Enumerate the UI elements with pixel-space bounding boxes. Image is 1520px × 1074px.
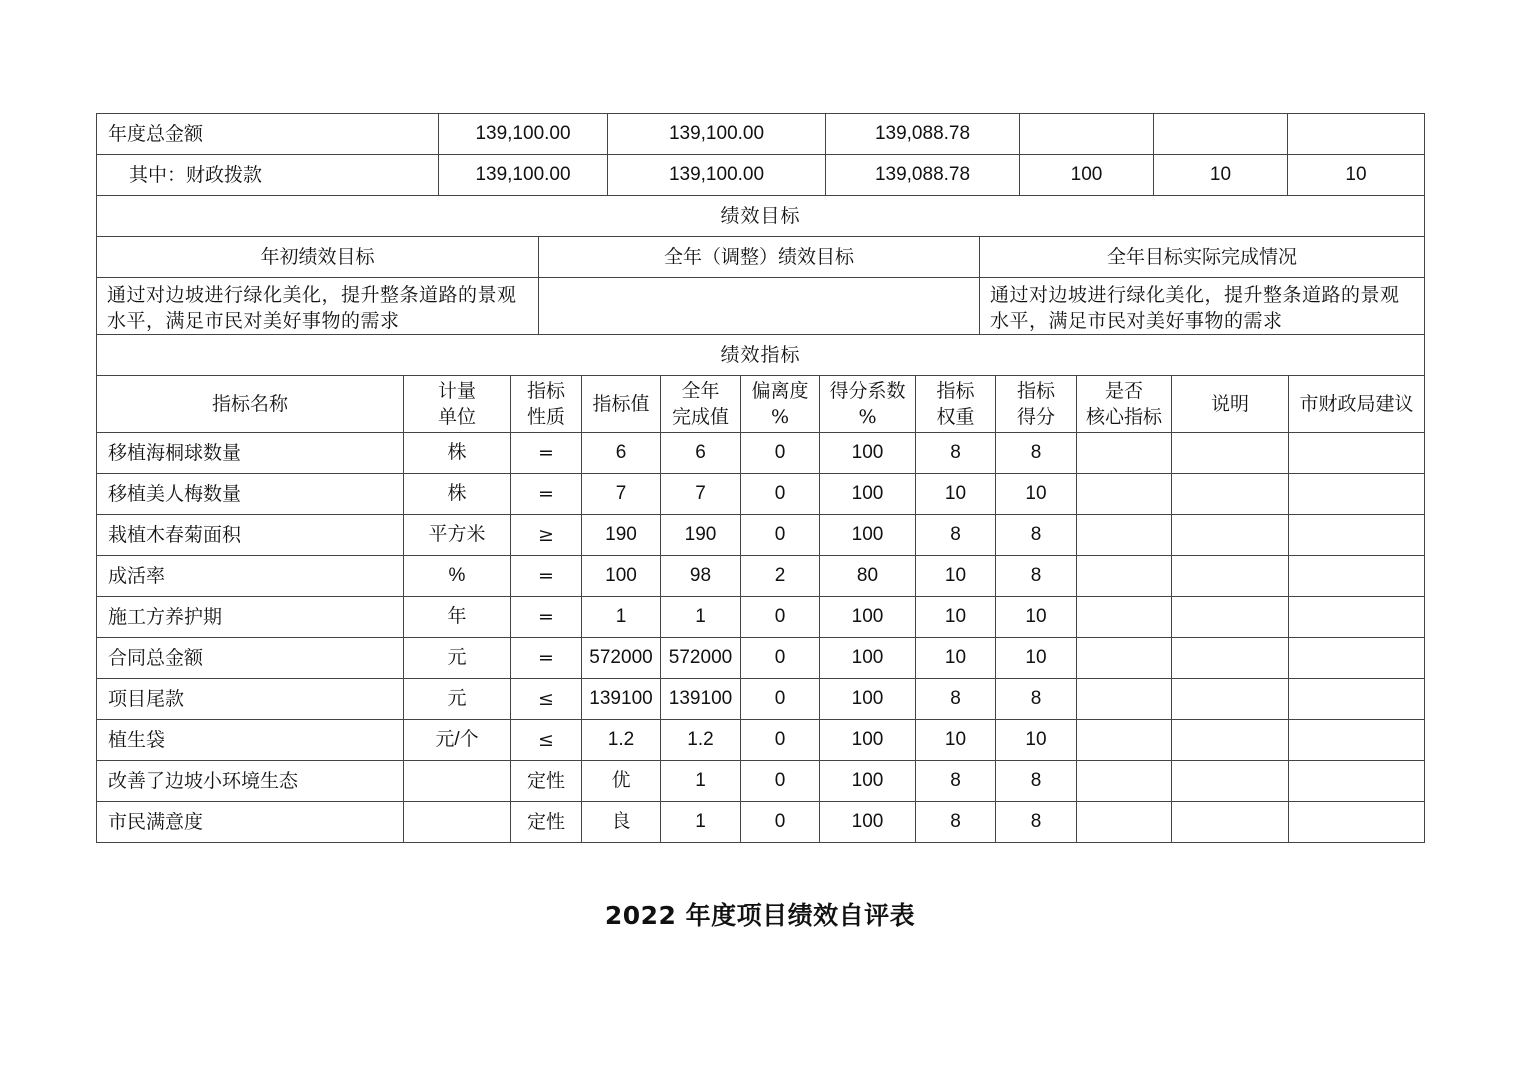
header-completed: 全年 完成值 <box>661 376 741 433</box>
indicator-nature: 定性 <box>511 761 582 802</box>
header-value: 指标值 <box>582 376 661 433</box>
indicator-score: 8 <box>996 556 1077 597</box>
header-nature: 指标 性质 <box>511 376 582 433</box>
indicator-note <box>1172 720 1289 761</box>
indicator-name: 成活率 <box>97 556 404 597</box>
indicator-weight: 10 <box>916 597 996 638</box>
indicator-value: 139100 <box>582 679 661 720</box>
indicator-coef: 100 <box>820 638 916 679</box>
indicator-nature: 定性 <box>511 802 582 843</box>
indicator-deviation: 0 <box>741 679 820 720</box>
indicator-score: 8 <box>996 515 1077 556</box>
indicator-core <box>1077 802 1172 843</box>
budget-score <box>1288 114 1425 155</box>
indicator-weight: 10 <box>916 556 996 597</box>
indicator-nature: ≤ <box>511 679 582 720</box>
indicator-core <box>1077 474 1172 515</box>
indicator-value: 6 <box>582 433 661 474</box>
goals-col-actual: 全年目标实际完成情况 <box>980 237 1425 278</box>
indicator-unit: % <box>404 556 511 597</box>
indicator-advice <box>1289 556 1425 597</box>
indicator-nature: = <box>511 474 582 515</box>
indicator-weight: 10 <box>916 638 996 679</box>
budget-initial: 139,100.00 <box>439 114 608 155</box>
indicator-completed: 572000 <box>661 638 741 679</box>
budget-adjusted: 139,100.00 <box>608 114 826 155</box>
indicator-completed: 98 <box>661 556 741 597</box>
goals-adjusted-text <box>539 278 980 335</box>
indicator-deviation: 0 <box>741 761 820 802</box>
indicator-coef: 100 <box>820 761 916 802</box>
table-row <box>97 802 1425 843</box>
indicator-core <box>1077 720 1172 761</box>
indicator-unit: 株 <box>404 474 511 515</box>
indicator-deviation: 0 <box>741 720 820 761</box>
indicator-coef: 100 <box>820 597 916 638</box>
table-row <box>97 679 1425 720</box>
header-note: 说明 <box>1172 376 1289 433</box>
indicator-value: 1.2 <box>582 720 661 761</box>
table-row <box>97 638 1425 679</box>
indicator-coef: 100 <box>820 679 916 720</box>
indicator-note <box>1172 556 1289 597</box>
indicator-score: 8 <box>996 433 1077 474</box>
table-row <box>97 720 1425 761</box>
indicator-value: 572000 <box>582 638 661 679</box>
budget-initial: 139,100.00 <box>439 155 608 196</box>
indicator-core <box>1077 433 1172 474</box>
indicator-completed: 6 <box>661 433 741 474</box>
indicators-section-title: 绩效指标 <box>97 335 1425 376</box>
indicator-core <box>1077 515 1172 556</box>
indicator-unit <box>404 761 511 802</box>
indicator-advice <box>1289 802 1425 843</box>
indicator-weight: 8 <box>916 761 996 802</box>
indicator-value: 优 <box>582 761 661 802</box>
indicator-score: 10 <box>996 638 1077 679</box>
indicator-completed: 1 <box>661 802 741 843</box>
indicator-score: 10 <box>996 720 1077 761</box>
indicator-deviation: 0 <box>741 515 820 556</box>
table-row <box>97 761 1425 802</box>
page-title: 2022 年度项目绩效自评表 <box>604 901 916 930</box>
indicator-name: 项目尾款 <box>97 679 404 720</box>
budget-weight <box>1154 114 1288 155</box>
indicator-score: 10 <box>996 474 1077 515</box>
header-coef: 得分系数 % <box>820 376 916 433</box>
budget-rate <box>1020 114 1154 155</box>
budget-executed: 139,088.78 <box>826 114 1020 155</box>
budget-label: 年度总金额 <box>97 114 439 155</box>
indicator-advice <box>1289 597 1425 638</box>
indicator-advice <box>1289 720 1425 761</box>
indicator-advice <box>1289 679 1425 720</box>
budget-row-fiscal <box>97 155 1425 196</box>
indicator-unit: 元 <box>404 638 511 679</box>
indicator-nature: = <box>511 433 582 474</box>
table-row <box>97 597 1425 638</box>
goals-initial-text: 通过对边坡进行绿化美化，提升整条道路的景观水平，满足市民对美好事物的需求 <box>97 278 539 335</box>
indicator-note <box>1172 597 1289 638</box>
indicator-unit: 年 <box>404 597 511 638</box>
indicator-advice <box>1289 761 1425 802</box>
indicator-completed: 190 <box>661 515 741 556</box>
indicator-nature: = <box>511 638 582 679</box>
indicator-value: 7 <box>582 474 661 515</box>
indicator-core <box>1077 638 1172 679</box>
indicator-value: 1 <box>582 597 661 638</box>
table-row <box>97 433 1425 474</box>
indicator-name: 移植海桐球数量 <box>97 433 404 474</box>
indicator-core <box>1077 761 1172 802</box>
indicator-note <box>1172 515 1289 556</box>
budget-score: 10 <box>1288 155 1425 196</box>
goals-col-initial: 年初绩效目标 <box>97 237 539 278</box>
indicator-weight: 8 <box>916 515 996 556</box>
indicator-coef: 100 <box>820 515 916 556</box>
indicator-weight: 8 <box>916 802 996 843</box>
table-row <box>97 474 1425 515</box>
indicator-advice <box>1289 474 1425 515</box>
budget-adjusted: 139,100.00 <box>608 155 826 196</box>
indicator-deviation: 0 <box>741 474 820 515</box>
indicator-coef: 100 <box>820 720 916 761</box>
indicator-name: 施工方养护期 <box>97 597 404 638</box>
indicator-nature: ≥ <box>511 515 582 556</box>
indicator-weight: 8 <box>916 433 996 474</box>
indicator-weight: 10 <box>916 474 996 515</box>
indicator-note <box>1172 679 1289 720</box>
header-advice: 市财政局建议 <box>1289 376 1425 433</box>
table-row <box>97 515 1425 556</box>
header-score: 指标 得分 <box>996 376 1077 433</box>
indicator-note <box>1172 474 1289 515</box>
indicator-completed: 1.2 <box>661 720 741 761</box>
indicator-unit: 元 <box>404 679 511 720</box>
indicator-unit: 平方米 <box>404 515 511 556</box>
indicator-advice <box>1289 638 1425 679</box>
indicator-nature: = <box>511 597 582 638</box>
indicator-name: 移植美人梅数量 <box>97 474 404 515</box>
budget-row-total <box>97 114 1425 155</box>
indicator-advice <box>1289 515 1425 556</box>
indicator-unit: 株 <box>404 433 511 474</box>
indicator-core <box>1077 679 1172 720</box>
indicator-name: 改善了边坡小环境生态 <box>97 761 404 802</box>
indicator-coef: 100 <box>820 474 916 515</box>
indicator-weight: 10 <box>916 720 996 761</box>
indicator-core <box>1077 597 1172 638</box>
goals-section-title: 绩效目标 <box>97 196 1425 237</box>
indicator-name: 市民满意度 <box>97 802 404 843</box>
indicator-value: 100 <box>582 556 661 597</box>
goals-table <box>96 195 1425 376</box>
indicator-note <box>1172 761 1289 802</box>
indicator-completed: 7 <box>661 474 741 515</box>
indicator-score: 10 <box>996 597 1077 638</box>
budget-label: 其中：财政拨款 <box>97 155 439 196</box>
indicator-nature: = <box>511 556 582 597</box>
indicator-name: 栽植木春菊面积 <box>97 515 404 556</box>
indicator-core <box>1077 556 1172 597</box>
indicator-score: 8 <box>996 679 1077 720</box>
indicator-coef: 80 <box>820 556 916 597</box>
indicators-table <box>96 375 1425 843</box>
indicator-name: 合同总金额 <box>97 638 404 679</box>
budget-table <box>96 113 1425 196</box>
goals-col-adjusted: 全年（调整）绩效目标 <box>539 237 980 278</box>
indicator-note <box>1172 433 1289 474</box>
indicator-deviation: 2 <box>741 556 820 597</box>
budget-executed: 139,088.78 <box>826 155 1020 196</box>
indicator-score: 8 <box>996 761 1077 802</box>
indicator-unit <box>404 802 511 843</box>
table-row <box>97 556 1425 597</box>
budget-weight: 10 <box>1154 155 1288 196</box>
indicator-unit: 元/个 <box>404 720 511 761</box>
indicator-value: 良 <box>582 802 661 843</box>
indicator-coef: 100 <box>820 802 916 843</box>
indicator-deviation: 0 <box>741 433 820 474</box>
indicator-advice <box>1289 433 1425 474</box>
indicator-note <box>1172 802 1289 843</box>
indicator-note <box>1172 638 1289 679</box>
indicator-deviation: 0 <box>741 638 820 679</box>
indicator-name: 植生袋 <box>97 720 404 761</box>
header-name: 指标名称 <box>97 376 404 433</box>
indicator-deviation: 0 <box>741 802 820 843</box>
indicator-coef: 100 <box>820 433 916 474</box>
budget-rate: 100 <box>1020 155 1154 196</box>
indicator-nature: ≤ <box>511 720 582 761</box>
indicator-completed: 1 <box>661 761 741 802</box>
header-deviation: 偏离度 % <box>741 376 820 433</box>
header-unit: 计量 单位 <box>404 376 511 433</box>
indicator-score: 8 <box>996 802 1077 843</box>
indicators-header-row <box>97 376 1425 433</box>
indicator-value: 190 <box>582 515 661 556</box>
header-weight: 指标 权重 <box>916 376 996 433</box>
indicator-deviation: 0 <box>741 597 820 638</box>
evaluation-form <box>96 113 1424 843</box>
indicator-completed: 1 <box>661 597 741 638</box>
indicator-completed: 139100 <box>661 679 741 720</box>
goals-actual-text: 通过对边坡进行绿化美化，提升整条道路的景观水平，满足市民对美好事物的需求 <box>980 278 1425 335</box>
indicator-weight: 8 <box>916 679 996 720</box>
header-core: 是否 核心指标 <box>1077 376 1172 433</box>
